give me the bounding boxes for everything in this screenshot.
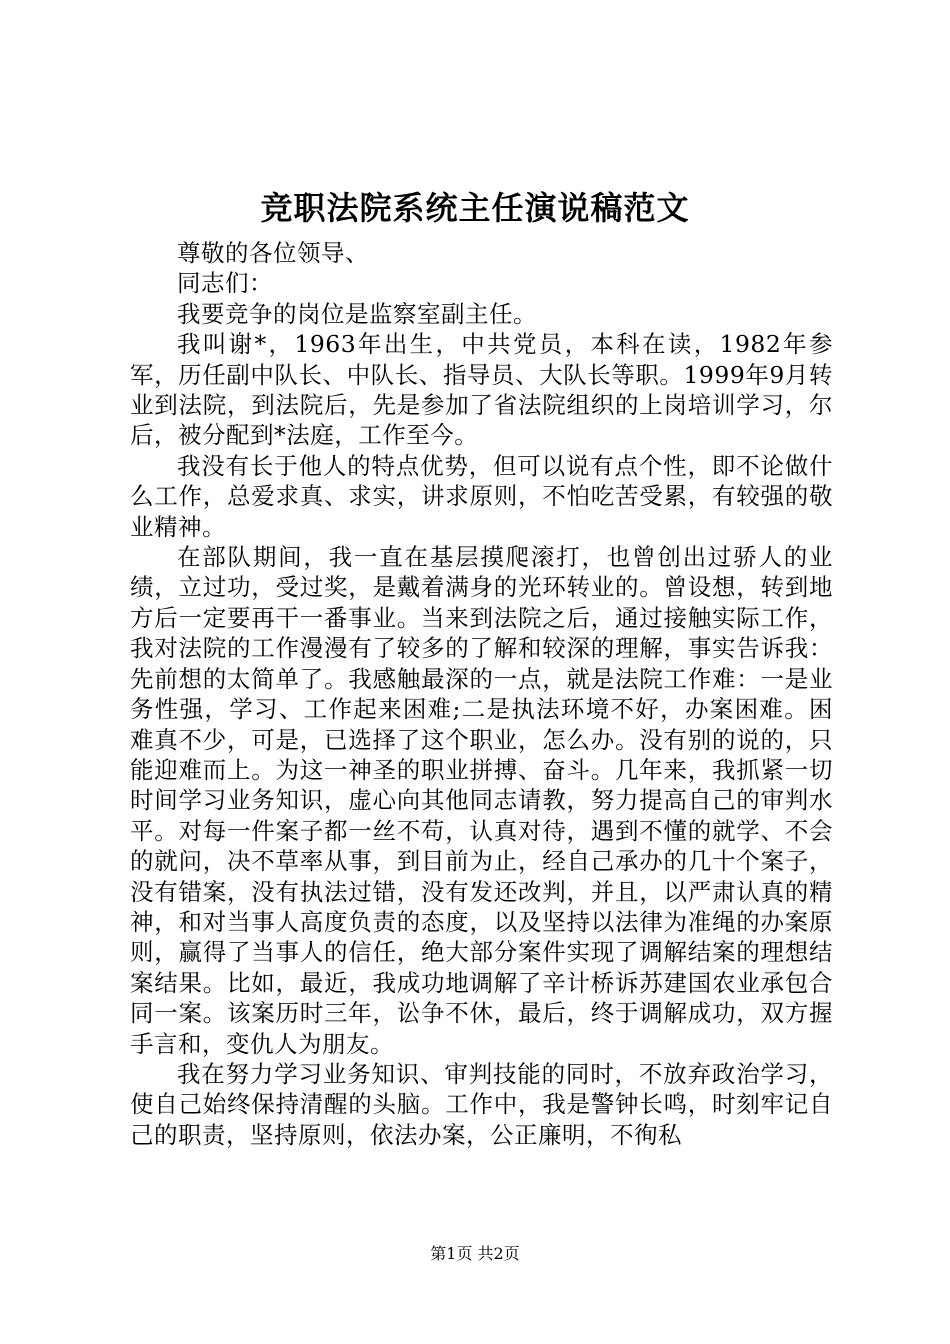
salutation-line-2: 同志们： — [177, 269, 273, 298]
document-title: 竞职法院系统主任演说稿范文 — [260, 189, 690, 227]
document-body — [130, 238, 833, 1150]
paragraph-biography: 我叫谢*，1963年出生，中共党员，本科在读，1982年参军，历任副中队长、中队长、指导员、大队长等职。1999年9月转业到法院，到法院后，先是参加了省法院组织的上岗培训学习，尔后，被分配到*法庭，工作至今。 — [130, 330, 833, 450]
paragraph-position: 我要竞争的岗位是监察室副主任。 — [177, 299, 537, 328]
salutation-line-1: 尊敬的各位领导、 — [177, 239, 369, 267]
paragraph-study: 我在努力学习业务知识、审判技能的同时，不放弃政治学习，使自己始终保持清醒的头脑。工作中，我是警钟长鸣，时刻牢记自己的职责，坚持原则，依法办案，公正廉明，不徇私 — [130, 1059, 833, 1149]
paragraph-experience: 在部队期间，我一直在基层摸爬滚打，也曾创出过骄人的业绩，立过功，受过奖，是戴着满身的光环转业的。曾设想，转到地方后一定要再干一番事业。当来到法院之后，通过接触实际工作，我对法院的工作漫漫有了较多的了解和较深的理解，事实告诉我：先前想的太简单了。我感触最深的一点，就是法院工作难：一是业务性强，学习、工作起来困难;二是执法环境不好，办案困难。困难真不少，可是，已选择了这个职业，怎么办。没有别的说的，只能迎难而上。为这一神圣的职业拼搏、奋斗。几年来，我抓紧一切时间学习业务知识，虚心向其他同志请教，努力提高自己的审判水平。对每一件案子都一丝不苟，认真对待，遇到不懂的就学、不会的就问，决不草率从事，到目前为止，经自己承办的几十个案子，没有错案，没有执法过错，没有发还改判，并且，以严肃认真的精神，和对当事人高度负责的态度，以及坚持以法律为准绳的办案原则，赢得了当事人的信任，绝大部分案件实现了调解结案的理想结案结果。比如，最近，我成功地调解了辛计桥诉苏建国农业承包合同一案。该案历时三年，讼争不休，最后，终于调解成功，双方握手言和，变仇人为朋友。 — [130, 543, 833, 1058]
paragraph-character: 我没有长于他人的特点优势，但可以说有点个性，即不论做什么工作，总爱求真、求实，讲求原则，不怕吃苦受累，有较强的敬业精神。 — [130, 451, 833, 541]
page-number: 第1页 共2页 — [430, 1244, 520, 1263]
